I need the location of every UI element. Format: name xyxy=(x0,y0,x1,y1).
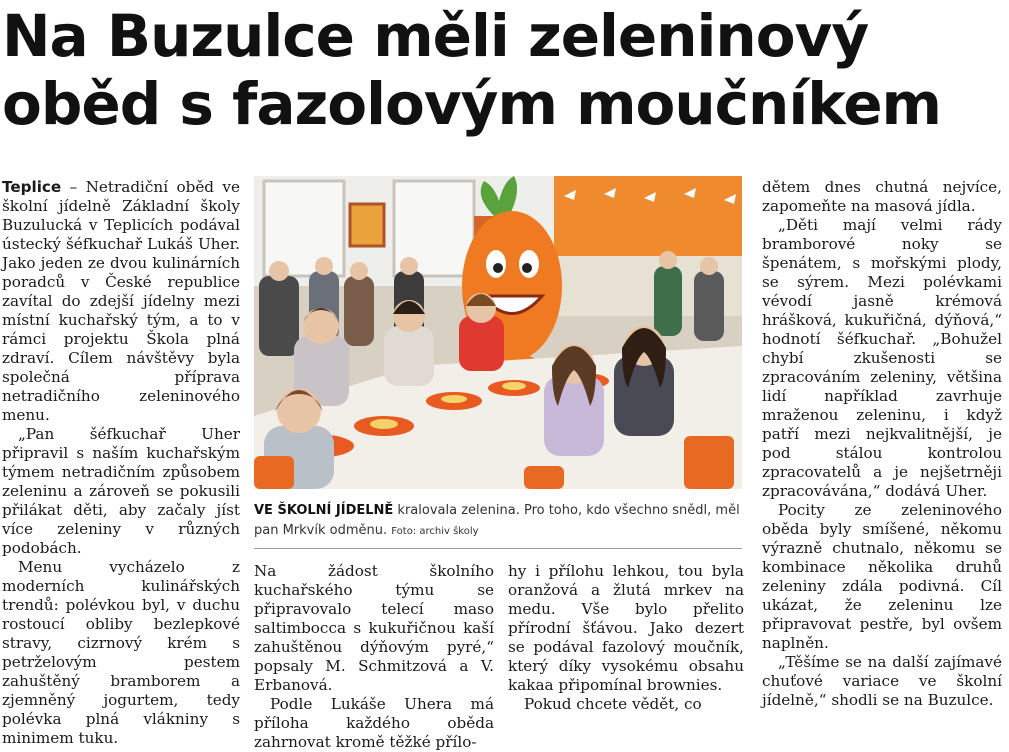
caption-lead: VE ŠKOLNÍ JÍDELNĚ xyxy=(254,503,394,518)
paragraph: hy i přílohu lehkou, tou byla oranžová a žlutá mrkev na medu. Vše bylo přelito přírodní šťávou. Jako dezert se podával fazolový moučník, který díky vysokému obsahu kakaa připomínal brownies. xyxy=(508,562,744,694)
caption-text: kralovala zelenina. Pro toho, kdo všechno snědl, měl pan Mrkvík odměnu. xyxy=(254,503,740,538)
article-column-1 xyxy=(2,178,240,748)
dateline: Teplice xyxy=(2,178,62,196)
article-column-4 xyxy=(762,178,1002,710)
photo-credit: Foto: archiv školy xyxy=(391,526,479,537)
photo-caption xyxy=(254,501,742,542)
paragraph: „Děti mají velmi rády bramborové noky se špenátem, s mořskými plody, se sýrem. Mezi polévkami vévodí jasně krémová hrášková, kukuřičná, dýňová,“ hodnotí šéfkuchař. „Bohužel chybí zkušenosti se zpracováním zeleniny, většina lidí například zavrhuje mraženou zeleninu, i když patří mezi nejkvalitnější, je pod stálou kontrolou zpracovatelů a je nejšetrněji zpracovávána,“ dodává Uher. xyxy=(762,216,1002,500)
article-photo xyxy=(254,176,742,489)
paragraph: Pokud chcete vědět, co xyxy=(524,695,702,713)
paragraph: „Pan šéfkuchař Uher připravil s naším kuchařským týmem netradičním způsobem zeleninu a zároveň se pokusili přilákat děti, aby začaly jíst více zeleniny v různých podobách. xyxy=(2,425,240,557)
headline-line-1: Na Buzulce měli zeleninový xyxy=(2,2,869,70)
headline xyxy=(2,2,1007,138)
article-column-3 xyxy=(508,562,744,714)
paragraph: „Těšíme se na další zajímavé chuťové variace ve školní jídelně,“ shodli se na Buzulce. xyxy=(762,653,1002,709)
paragraph: Na žádost školního kuchařského týmu se připravovalo telecí maso saltimbocca s kukuřičnou kaší zahuštěnou dýňovým pyré,“ popsaly M. Schmitzová a V. Erbanová. xyxy=(254,562,494,694)
caption-divider xyxy=(254,548,742,549)
paragraph xyxy=(2,178,240,425)
paragraph-text: – Netradiční oběd ve školní jídelně Základní školy Buzulucká v Teplicích podával ústecký šéfkuchař Lukáš Uher. Jako jeden ze dvou kulinárních poradců v České republice zavítal do zdejší jídelny mezi místní kuchařský tým, a to v rámci projektu Škola plná zdraví. Cílem návštěvy byla společná příprava netradičního zeleninového menu. xyxy=(2,178,241,424)
headline-line-2: oběd s fazolovým moučníkem xyxy=(2,70,941,138)
paragraph: Podle Lukáše Uhera má příloha každého oběda zahrnovat kromě těžké přílo- xyxy=(254,695,494,751)
paragraph: dětem dnes chutná nejvíce, zapomeňte na masová jídla. xyxy=(762,178,1002,215)
paragraph: Menu vycházelo z moderních kulinářských trendů: polévkou byl, v duchu rostoucí obliby bezlepkové stravy, cizrnový krém s petrželovým pestem zahuštěný bramborem a zjemněný jogurtem, tedy polévka plná vlákniny s minimem tuku. xyxy=(2,558,240,747)
paragraph: Pocity ze zeleninového oběda byly smíšené, někomu výrazně chutnalo, někomu se kombinace několika druhů zeleniny zdála podivná. Cíl ukázat, že zeleninu lze připravovat pestře, byl ovšem naplněn. xyxy=(762,501,1002,652)
article-column-2 xyxy=(254,562,494,752)
